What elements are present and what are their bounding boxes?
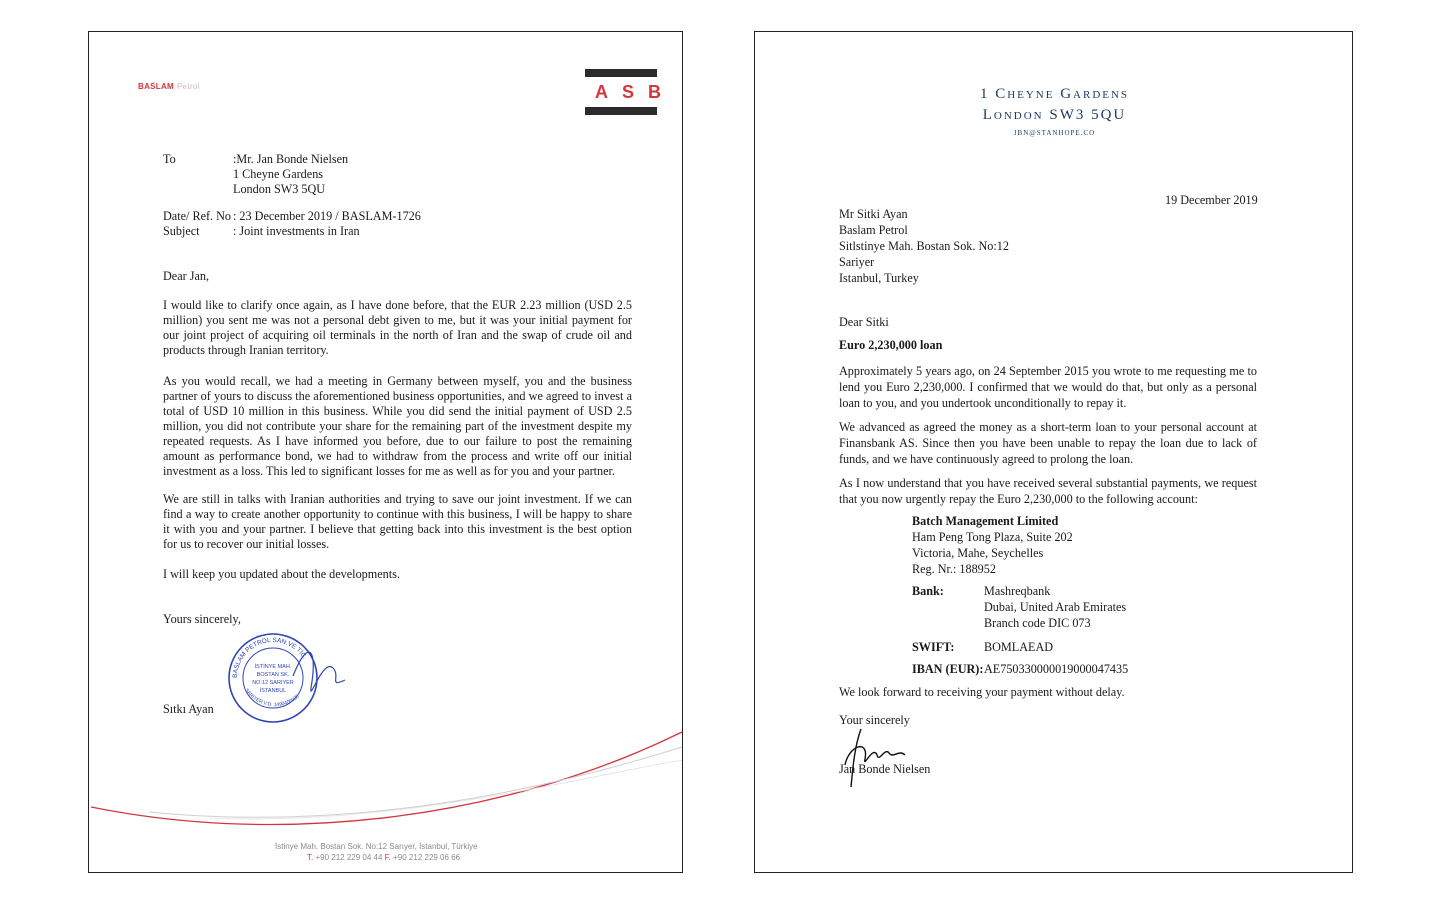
body-paragraph: We are still in talks with Iranian authorities and trying to save our joint investment. If we can find a way to create another opportunity to continue with this business, I will be happy to share it with you and your partner. I believe that getting back into this investment is the best option for us to recover our initial losses.	[163, 492, 632, 551]
subject-line: Euro 2,230,000 loan	[839, 338, 943, 352]
asb-logo-text: ASB	[595, 81, 676, 102]
handwritten-signature	[839, 725, 919, 795]
to-address-line: 1 Cheyne Gardens	[233, 167, 324, 181]
stamp-inner-text: İSTİNYE MAH.	[254, 664, 292, 670]
company-stamp	[223, 628, 353, 723]
to-label: To	[163, 152, 176, 166]
body-paragraph: Approximately 5 years ago, on 24 September 2015 you wrote to me requesting me to lend you Euro 2,230,000. I confirmed that we would do that, but only as a personal loan to you, and you undertook unconditionally to repay it.	[839, 364, 1257, 410]
body-paragraph: We advanced as agreed the money as a short-term loan to your personal account at Finansbank AS. Since then you have been unable to repay the loan due to lack of funds, and we have continuously agreed to prolong the loan.	[839, 420, 1257, 466]
body-paragraph: I would like to clarify once again, as I have done before, that the EUR 2.23 million (USD 2.5 million) you sent me was not a personal debt given to me, but it was your initial payment for our joint project of acquiring oil terminals in the north of Iran and the swap of crude oil and products through Iranian territory.	[163, 298, 632, 357]
stamp-bottom-text: SARIYER V.D. 1490406930	[243, 687, 301, 709]
account-address-line: Reg. Nr.: 188952	[912, 562, 996, 576]
account-address-line: Victoria, Mahe, Seychelles	[912, 546, 1044, 560]
closing: Yours sincerely,	[163, 612, 241, 626]
account-address-line: Ham Peng Tong Plaza, Suite 202	[912, 530, 1073, 544]
body-paragraph: As you would recall, we had a meeting in Germany between myself, you and the business partner of yours to discuss the aforementioned business opportunities, and we agreed to invest a total of USD 10 million in this business. While you did send the initial payment of USD 2.5 million, you did not contribute your share for the remaining part of the investment despite my repeated requests. As I have informed you before, due to our failure to post the remaining amount as performance bond, we had to withdraw from the process and write off our initial investment as a loss. This led to significant losses for me as well as for you and your partner.	[163, 374, 632, 478]
date-ref-value: : 23 December 2019 / BASLAM-1726	[233, 209, 421, 223]
subject-value: : Joint investments in Iran	[233, 224, 360, 238]
letterhead-address-line: London SW3 5QU	[982, 107, 1127, 123]
recipient-line: Sariyer	[839, 255, 875, 269]
bank-line: Mashreqbank	[984, 584, 1051, 598]
to-address-line: London SW3 5QU	[233, 182, 326, 196]
bank-line: Dubai, United Arab Emirates	[984, 600, 1127, 614]
stamp-inner-text: NO:12 SARIYER	[252, 680, 294, 686]
recipient-line: Baslam Petrol	[839, 223, 908, 237]
footer-swoosh	[89, 722, 684, 842]
stamp-inner-text: İSTANBUL	[259, 688, 287, 694]
swift-value: BOMLAEAD	[984, 640, 1054, 654]
body-paragraph: I will keep you updated about the developments.	[163, 567, 400, 581]
account-name: Batch Management Limited	[912, 514, 1059, 528]
subject-label: Subject	[163, 224, 200, 238]
stamp-outer-text: BASLAM PETROL SAN.VE TİC.	[231, 636, 309, 679]
letter-cheyne-gardens	[754, 31, 1353, 873]
footer-contact: T. +90 212 229 04 44 F. +90 212 229 06 66	[307, 853, 461, 862]
body-paragraph: As I now understand that you have received several substantial payments, we request that you now urgently repay the Euro 2,230,000 to the following account:	[839, 476, 1257, 506]
date-label: Date/ Ref. No	[163, 209, 232, 223]
recipient-line: Istanbul, Turkey	[839, 271, 919, 285]
closing-paragraph: We look forward to receiving your payment without delay.	[839, 685, 1125, 699]
letterhead-address-line: 1 Cheyne Gardens	[979, 86, 1130, 102]
signatory: Jan Bonde Nielsen	[839, 762, 931, 776]
signatory: Sıtkı Ayan	[163, 702, 214, 716]
letter-baslam	[88, 31, 683, 873]
bank-label: Bank:	[912, 584, 944, 598]
recipient-line: Mr Sitki Ayan	[839, 207, 908, 221]
bank-line: Branch code DIC 073	[984, 616, 1091, 630]
salutation: Dear Sitki	[839, 315, 889, 329]
swift-label: SWIFT:	[912, 640, 955, 654]
stamp-inner-text: BOSTAN SK.	[256, 672, 290, 678]
to-name: :Mr. Jan Bonde Nielsen	[233, 152, 349, 166]
iban-label: IBAN (EUR):	[912, 662, 984, 676]
asb-logo	[585, 69, 676, 115]
footer-address: İstinye Mah. Bostan Sok. No:12 Sarıyer, İstanbul, Türkiye	[275, 842, 478, 851]
baslam-brand: BASLAM Petrol	[138, 82, 200, 91]
letter-date: 19 December 2019	[1165, 193, 1258, 207]
recipient-line: Sitlstinye Mah. Bostan Sok. No:12	[839, 239, 1009, 253]
closing: Your sincerely	[839, 713, 910, 727]
iban-value: AE750330000019000047435	[984, 662, 1129, 676]
letterhead-email: JBN@STANHOPE.CO	[1013, 129, 1096, 137]
salutation: Dear Jan,	[163, 269, 210, 283]
